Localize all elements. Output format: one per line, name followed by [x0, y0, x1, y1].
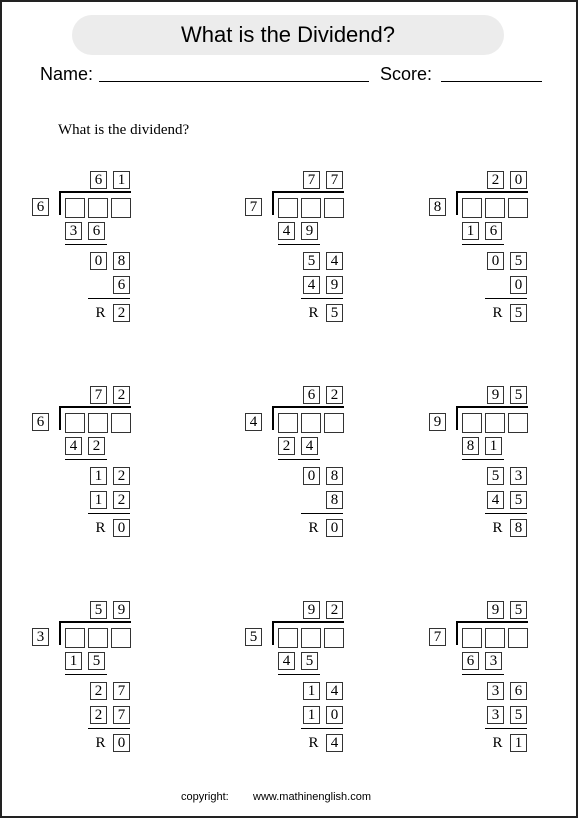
dividend-answer-box[interactable] [508, 628, 528, 648]
quotient-digit-box: 9 [487, 601, 504, 619]
remainder-label: R [308, 735, 319, 751]
quotient-digit-box: 9 [303, 601, 320, 619]
division-bracket [272, 191, 274, 215]
name-line [99, 81, 369, 82]
score-line [441, 81, 542, 82]
subtraction-digit-box: 5 [510, 706, 527, 724]
division-bracket [59, 621, 61, 645]
quotient-digit-box: 2 [487, 171, 504, 189]
subtraction-digit-box: 4 [65, 437, 82, 455]
difference-digit-box: 2 [113, 467, 130, 485]
subtraction-digit-box: 4 [301, 437, 318, 455]
subtraction-digit-box: 6 [485, 222, 502, 240]
subtraction-digit-box: 6 [88, 222, 105, 240]
dividend-answer-box[interactable] [485, 198, 505, 218]
remainder-box: 4 [326, 734, 343, 752]
subtraction-digit-box: 1 [65, 652, 82, 670]
remainder-box: 5 [326, 304, 343, 322]
dividend-answer-box[interactable] [324, 198, 344, 218]
subtraction-digit-box: 2 [90, 706, 107, 724]
subtraction-digit-box: 9 [301, 222, 318, 240]
dividend-answer-box[interactable] [88, 198, 108, 218]
difference-digit-box: 5 [510, 252, 527, 270]
quotient-digit-box: 2 [326, 601, 343, 619]
quotient-digit-box: 9 [487, 386, 504, 404]
subtraction-line [485, 728, 527, 729]
division-problem [428, 169, 538, 339]
subtraction-digit-box: 4 [487, 491, 504, 509]
remainder-box: 2 [113, 304, 130, 322]
quotient-digit-box: 6 [90, 171, 107, 189]
score-label: Score: [380, 64, 433, 84]
subtraction-line [278, 244, 320, 245]
difference-digit-box: 0 [303, 467, 320, 485]
subtraction-line [88, 728, 130, 729]
dividend-answer-box[interactable] [462, 413, 482, 433]
subtraction-digit-box: 4 [278, 222, 295, 240]
subtraction-digit-box: 7 [113, 706, 130, 724]
division-problem [31, 169, 141, 339]
dividend-answer-box[interactable] [301, 413, 321, 433]
quotient-digit-box: 9 [113, 601, 130, 619]
division-problem [31, 384, 141, 554]
subtraction-digit-box: 0 [326, 706, 343, 724]
subtraction-line [65, 674, 107, 675]
difference-digit-box: 7 [113, 682, 130, 700]
copyright-label: copyright: [181, 791, 229, 803]
division-problem [244, 599, 354, 769]
remainder-label: R [492, 305, 503, 321]
difference-digit-box: 5 [303, 252, 320, 270]
difference-digit-box: 3 [510, 467, 527, 485]
dividend-answer-box[interactable] [508, 413, 528, 433]
division-bracket [59, 406, 61, 430]
name-label: Name: [40, 64, 94, 84]
subtraction-line [301, 298, 343, 299]
subtraction-digit-box: 2 [88, 437, 105, 455]
quotient-digit-box: 7 [326, 171, 343, 189]
division-bracket [59, 191, 61, 215]
subtraction-line [278, 459, 320, 460]
divisor-box: 7 [245, 198, 262, 216]
remainder-box: 1 [510, 734, 527, 752]
dividend-answer-box[interactable] [485, 628, 505, 648]
division-problem [244, 384, 354, 554]
dividend-answer-box[interactable] [88, 628, 108, 648]
divisor-box: 7 [429, 628, 446, 646]
subtraction-digit-box: 5 [88, 652, 105, 670]
remainder-label: R [95, 305, 106, 321]
subtraction-digit-box: 0 [510, 276, 527, 294]
divisor-box: 3 [32, 628, 49, 646]
subtraction-digit-box: 1 [303, 706, 320, 724]
subtraction-line [88, 513, 130, 514]
subtraction-line [88, 298, 130, 299]
dividend-answer-box[interactable] [278, 413, 298, 433]
remainder-box: 0 [113, 519, 130, 537]
dividend-answer-box[interactable] [508, 198, 528, 218]
division-bracket [272, 621, 274, 645]
quotient-digit-box: 5 [90, 601, 107, 619]
division-bar [272, 406, 344, 408]
remainder-label: R [95, 520, 106, 536]
subtraction-digit-box: 4 [303, 276, 320, 294]
dividend-answer-box[interactable] [111, 198, 131, 218]
divisor-box: 6 [32, 198, 49, 216]
quotient-digit-box: 0 [510, 171, 527, 189]
subtraction-line [278, 674, 320, 675]
subtraction-digit-box: 4 [278, 652, 295, 670]
dividend-answer-box[interactable] [485, 413, 505, 433]
dividend-answer-box[interactable] [301, 628, 321, 648]
quotient-digit-box: 2 [326, 386, 343, 404]
dividend-answer-box[interactable] [88, 413, 108, 433]
divisor-box: 6 [32, 413, 49, 431]
subtraction-line [485, 298, 527, 299]
quotient-digit-box: 7 [90, 386, 107, 404]
subtraction-line [462, 459, 504, 460]
dividend-answer-box[interactable] [324, 628, 344, 648]
difference-digit-box: 1 [303, 682, 320, 700]
division-bracket [456, 191, 458, 215]
division-problem [244, 169, 354, 339]
subtraction-digit-box: 3 [65, 222, 82, 240]
divisor-box: 9 [429, 413, 446, 431]
dividend-answer-box[interactable] [278, 628, 298, 648]
subtraction-digit-box: 1 [90, 491, 107, 509]
division-bracket [456, 621, 458, 645]
instruction-text: What is the dividend? [58, 122, 190, 138]
division-bar [272, 191, 344, 193]
difference-digit-box: 4 [326, 682, 343, 700]
subtraction-line [462, 244, 504, 245]
remainder-label: R [308, 520, 319, 536]
division-bar [59, 406, 131, 408]
division-problem [428, 384, 538, 554]
dividend-answer-box[interactable] [65, 628, 85, 648]
remainder-label: R [492, 520, 503, 536]
divisor-box: 8 [429, 198, 446, 216]
dividend-answer-box[interactable] [324, 413, 344, 433]
subtraction-line [301, 728, 343, 729]
dividend-answer-box[interactable] [462, 628, 482, 648]
divisor-box: 4 [245, 413, 262, 431]
quotient-digit-box: 6 [303, 386, 320, 404]
remainder-box: 8 [510, 519, 527, 537]
worksheet-title: What is the Dividend? [72, 15, 504, 55]
subtraction-digit-box: 1 [462, 222, 479, 240]
subtraction-digit-box: 5 [301, 652, 318, 670]
difference-digit-box: 0 [487, 252, 504, 270]
subtraction-digit-box: 6 [462, 652, 479, 670]
remainder-box: 5 [510, 304, 527, 322]
quotient-digit-box: 5 [510, 386, 527, 404]
difference-digit-box: 8 [326, 467, 343, 485]
dividend-answer-box[interactable] [278, 198, 298, 218]
division-bracket [456, 406, 458, 430]
remainder-label: R [95, 735, 106, 751]
division-bar [456, 621, 528, 623]
quotient-digit-box: 5 [510, 601, 527, 619]
division-problem [428, 599, 538, 769]
subtraction-digit-box: 5 [510, 491, 527, 509]
quotient-digit-box: 7 [303, 171, 320, 189]
remainder-box: 0 [113, 734, 130, 752]
subtraction-digit-box: 3 [485, 652, 502, 670]
dividend-answer-box[interactable] [462, 198, 482, 218]
subtraction-digit-box: 1 [485, 437, 502, 455]
subtraction-digit-box: 2 [113, 491, 130, 509]
subtraction-digit-box: 6 [113, 276, 130, 294]
subtraction-digit-box: 9 [326, 276, 343, 294]
subtraction-digit-box: 8 [326, 491, 343, 509]
difference-digit-box: 4 [326, 252, 343, 270]
subtraction-digit-box: 8 [462, 437, 479, 455]
difference-digit-box: 8 [113, 252, 130, 270]
subtraction-line [462, 674, 504, 675]
division-bar [456, 191, 528, 193]
site-url: www.mathinenglish.com [253, 791, 371, 803]
subtraction-line [65, 244, 107, 245]
division-problem [31, 599, 141, 769]
difference-digit-box: 3 [487, 682, 504, 700]
remainder-label: R [308, 305, 319, 321]
divisor-box: 5 [245, 628, 262, 646]
subtraction-line [301, 513, 343, 514]
subtraction-digit-box: 2 [278, 437, 295, 455]
dividend-answer-box[interactable] [65, 198, 85, 218]
division-bar [59, 191, 131, 193]
dividend-answer-box[interactable] [301, 198, 321, 218]
dividend-answer-box[interactable] [65, 413, 85, 433]
dividend-answer-box[interactable] [111, 628, 131, 648]
dividend-answer-box[interactable] [111, 413, 131, 433]
subtraction-digit-box: 3 [487, 706, 504, 724]
difference-digit-box: 6 [510, 682, 527, 700]
division-bar [59, 621, 131, 623]
quotient-digit-box: 2 [113, 386, 130, 404]
subtraction-line [65, 459, 107, 460]
division-bar [272, 621, 344, 623]
remainder-box: 0 [326, 519, 343, 537]
difference-digit-box: 2 [90, 682, 107, 700]
remainder-label: R [492, 735, 503, 751]
division-bar [456, 406, 528, 408]
difference-digit-box: 0 [90, 252, 107, 270]
quotient-digit-box: 1 [113, 171, 130, 189]
division-bracket [272, 406, 274, 430]
difference-digit-box: 5 [487, 467, 504, 485]
subtraction-line [485, 513, 527, 514]
difference-digit-box: 1 [90, 467, 107, 485]
